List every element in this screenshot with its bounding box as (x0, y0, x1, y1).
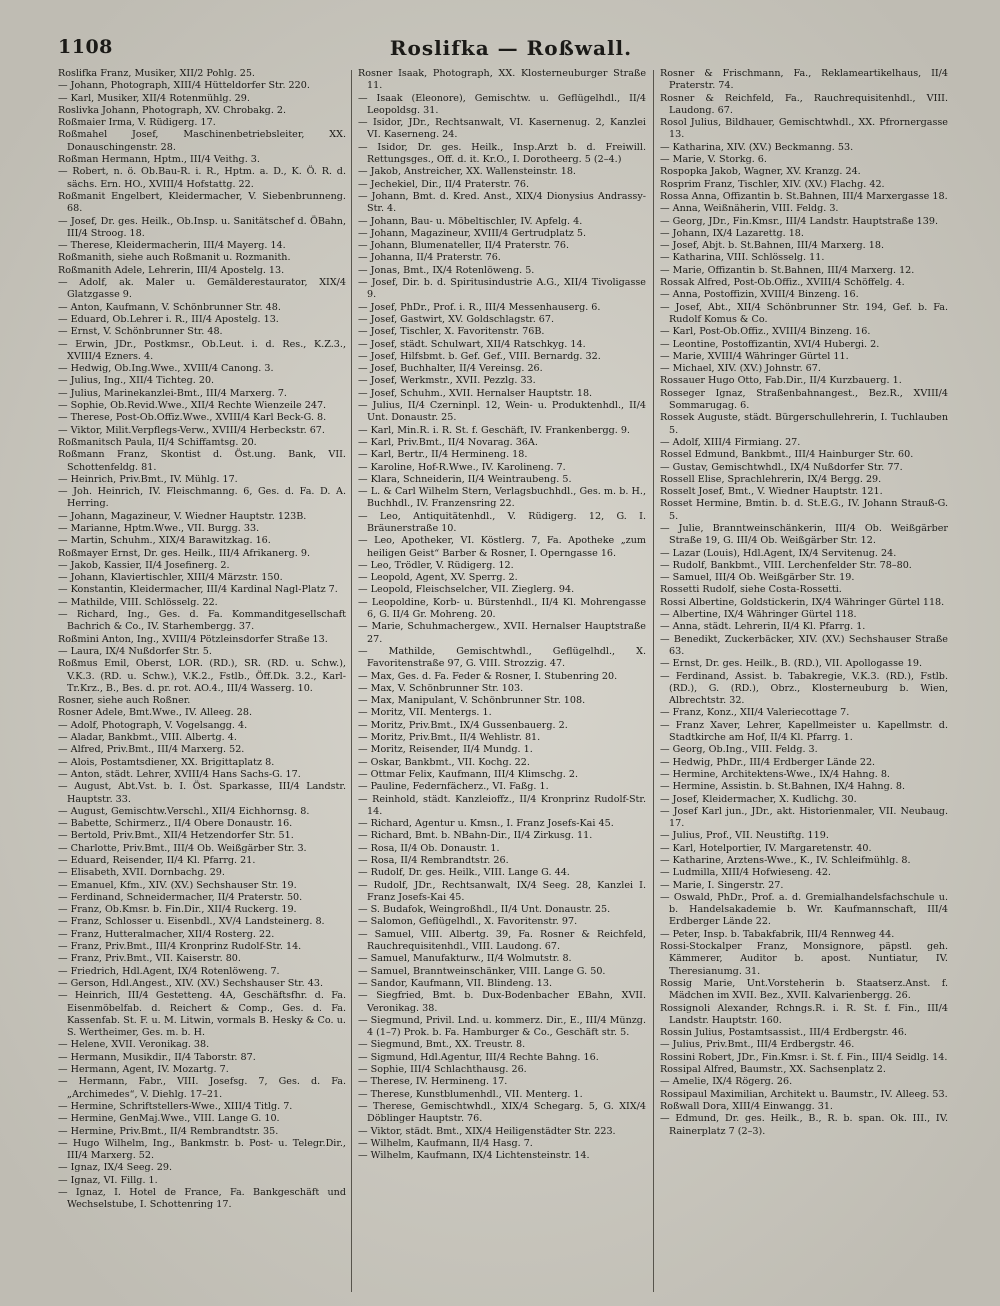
directory-entry: — Josef, Tischler, X. Favoritenstr. 76B. (358, 326, 545, 338)
directory-entry: — Eduard, Ob.Lehrer i. R., III/4 Apostelg. 13. (58, 313, 279, 325)
directory-entry: — Helene, XVII. Veronikag. 38. (58, 1039, 210, 1051)
directory-entry: — Leo, Antiquitätenhdl., V. Rüdigerg. 12, G. I. Bräunerstraße 10. (358, 510, 646, 534)
directory-entry: — Adolf, XIII/4 Firmiang. 27. (660, 436, 801, 448)
directory-entry: — Reinhold, städt. Kanzleioffz., II/4 Kronprinz Rudolf-Str. 14. (358, 793, 646, 817)
directory-entry: — Oskar, Bankbmt., VII. Kochg. 22. (358, 756, 530, 768)
directory-entry: — Franz, Hutteralmacher, XII/4 Rosterg. 22. (58, 928, 275, 940)
directory-entry: — Georg, JDr., Fin.Kmsr., III/4 Landstr. Hauptstraße 139. (660, 215, 939, 227)
directory-entry: — Marie, XVIII/4 Währinger Gürtel 11. (660, 350, 849, 362)
directory-entry: — Katharina, VIII. Schlösselg. 11. (660, 252, 825, 264)
directory-entry: — Karl, Min.R. i. R. St. f. Geschäft, IV. Frankenbergg. 9. (358, 424, 630, 436)
directory-entry: — Charlotte, Priv.Bmt., III/4 Ob. Weißgärber Str. 3. (58, 842, 307, 854)
directory-entry: Rossak Alfred, Post-Ob.Offiz., XVIII/4 Schöffelg. 4. (660, 277, 905, 289)
directory-entry: — Moritz, VII. Mentergs. 1. (358, 707, 492, 719)
directory-entry: — Moritz, Priv.Bmt., IX/4 Gussenbauerg. 2. (358, 719, 568, 731)
directory-entry: Rossa Anna, Offizantin b. St.Bahnen, III/4 Marxergasse 18. (660, 190, 948, 202)
directory-entry: Rossetti Rudolf, siehe Costa-Rossetti. (660, 584, 842, 596)
directory-entry: Rossignoli Alexander, Rchngs.R. i. R. St. f. Fin., III/4 Landstr. Hauptstr. 160. (660, 1002, 948, 1026)
directory-entry: — Johann, Photograph, XIII/4 Hütteldorfer Str. 220. (58, 80, 310, 92)
directory-entry: — Siegmund, Privil. Lnd. u. kommerz. Dir., E., III/4 Münzg. 4 (1–7) Prok. b. Fa. Hamburger & Co., Geschäft str. 5. (358, 1014, 646, 1039)
page-header (58, 36, 964, 66)
directory-entry: — Julius, Ing., XII/4 Tichteg. 20. (58, 375, 215, 387)
directory-entry: Rossel Edmund, Bankbmt., III/4 Hainburger Str. 60. (660, 449, 914, 461)
directory-entry: — Hermine, GenMaj.Wwe., VIII. Lange G. 10. (58, 1113, 280, 1125)
directory-entry: — Josef, Werkmstr., XVII. Pezzlg. 33. (358, 375, 536, 387)
directory-entry: — Siegfried, Bmt. b. Dux-Bodenbacher EBahn, XVII. Veronikag. 38. (358, 990, 646, 1014)
directory-entry: — Konstantin, Kleidermacher, III/4 Kardinal Nagl-Platz 7. (58, 584, 338, 596)
directory-entry: — Marie, Offizantin b. St.Bahnen, III/4 Marxerg. 12. (660, 264, 915, 276)
directory-entry: — Leopold, Fleischselcher, VII. Zieglerg. 94. (358, 584, 575, 596)
directory-entry: — Joh. Heinrich, IV. Fleischmanng. 6, Ges. d. Fa. D. A. Herring. (58, 486, 346, 510)
directory-entry: — Karoline, Hof-R.Wwe., IV. Karolineng. 7. (358, 461, 566, 473)
directory-entry: — Friedrich, Hdl.Agent, IX/4 Rotenlöweng. 7. (58, 965, 280, 977)
directory-entry: — Mathilde, Gemischtwhdl., Geflügelhdl., X. Favoritenstraße 97, G. VIII. Strozzig. 47. (358, 645, 646, 670)
directory-entry: — Mathilde, VIII. Schlösselg. 22. (58, 596, 218, 608)
directory-entry: — Franz, Priv.Bmt., III/4 Kronprinz Rudolf-Str. 14. (58, 941, 302, 953)
directory-entry: — Ottmar Felix, Kaufmann, III/4 Klimschg. 2. (358, 768, 579, 780)
directory-entry: — Franz, Schlosser u. Eisenbdl., XV/4 Landsteinerg. 8. (58, 916, 325, 928)
directory-entry: — Isidor, Dr. ges. Heilk., Insp.Arzt b. d. Freiwill. Rettungsges., Off. d. it. Kr.O., I. Dorotheerg. 5 (2–4.) (358, 141, 646, 166)
directory-entry: — Moritz, Reisender, II/4 Mundg. 1. (358, 744, 533, 756)
column-divider (351, 70, 352, 1292)
directory-entry: — L. & Carl Wilhelm Stern, Verlagsbuchhdl., Ges. m. b. H., Buchhdl., IV. Franzensring 22. (358, 486, 646, 510)
directory-entry: — Franz, Ob.Kmsr. b. Fin.Dir., XII/4 Ruckerg. 19. (58, 904, 297, 916)
directory-entry: Rosner & Frischmann, Fa., Reklameartikelhaus, II/4 Praterstr. 74. (660, 68, 948, 92)
directory-entry: — Benedikt, Zuckerbäcker, XIV. (XV.) Sechshauser Straße 63. (660, 633, 948, 657)
directory-entry: Rossipaul Maximilian, Architekt u. Baumstr., IV. Alleeg. 53. (660, 1088, 948, 1100)
directory-entry: — Josef, Buchhalter, II/4 Vereinsg. 26. (358, 363, 543, 375)
directory-entry: Roßmanith Adele, Lehrerin, III/4 Apostelg. 13. (58, 264, 285, 276)
directory-entry: — Aladar, Bankbmt., VIII. Albertg. 4. (58, 732, 237, 744)
column-middle (358, 68, 646, 1293)
directory-entry: — Richard, Bmt. b. NBahn-Dir., II/4 Zirkusg. 11. (358, 830, 593, 842)
directory-entry: Rosner, siehe auch Roßner. (58, 695, 191, 707)
directory-entry: — Siegmund, Bmt., XX. Treustr. 8. (358, 1039, 526, 1051)
directory-entry: — Rudolf, Dr. ges. Heilk., VIII. Lange G. 44. (358, 867, 570, 879)
directory-entry: — Robert, n. ö. Ob.Bau-R. i. R., Hptm. a. D., K. Ö. R. d. sächs. Ern. HO., XVIII/4 Hofstattg. 22. (58, 166, 346, 190)
directory-entry: — S. Budafok, Weingroßhdl., II/4 Unt. Donaustr. 25. (358, 904, 611, 916)
directory-entry: — Karl, Bertr., II/4 Hermineng. 18. (358, 449, 528, 461)
directory-entry: Roßman Hermann, Hptm., III/4 Veithg. 3. (58, 154, 260, 166)
directory-entry: — Therese, Gemischtwhdl., XIX/4 Schegarg. 5, G. XIX/4 Döblinger Hauptstr. 76. (358, 1100, 646, 1125)
directory-entry: — Gerson, Hdl.Angest., XIV. (XV.) Sechshauser Str. 43. (58, 977, 324, 989)
directory-entry: — Hermann, Agent, IV. Mozartg. 7. (58, 1064, 229, 1076)
directory-entry: Rossini Robert, JDr., Fin.Kmsr. i. St. f. Fin., III/4 Seidlg. 14. (660, 1051, 948, 1063)
directory-entry: — Franz Xaver, Lehrer, Kapellmeister u. Kapellmstr. d. Stadtkirche am Hof, II/4 Kl. Pfarrg. 1. (660, 719, 948, 744)
directory-entry: Rossek Auguste, städt. Bürgerschullehrerin, I. Tuchlauben 5. (660, 412, 948, 436)
directory-entry: — Peter, Insp. b. Tabakfabrik, III/4 Rennweg 44. (660, 928, 895, 940)
directory-entry: — Ferdinand, Schneidermacher, II/4 Praterstr. 50. (58, 891, 303, 903)
directory-entry: — Georg, Ob.Ing., VIII. Feldg. 3. (660, 744, 818, 756)
directory-entry: — Marie, V. Storkg. 6. (660, 154, 767, 166)
directory-entry: — Alois, Postamtsdiener, XX. Brigittaplatz 8. (58, 756, 275, 768)
directory-entry: — Ignaz, I. Hotel de France, Fa. Bankgeschäft und Wechselstube, I. Schottenring 17. (58, 1187, 346, 1211)
directory-entry: — Josef, Dir. b. d. Spiritusindustrie A.G., XII/4 Tivoligasse 9. (358, 277, 646, 301)
directory-entry: — Johann, Bau- u. Möbeltischler, IV. Apfelg. 4. (358, 215, 583, 227)
directory-entry: — Martin, Schuhm., XIX/4 Barawitzkag. 16. (58, 535, 271, 547)
directory-entry: Roßmaier Irma, V. Rüdigerg. 17. (58, 117, 216, 129)
directory-entry: — Johann, Magazineur, V. Wiedner Hauptstr. 123B. (58, 510, 307, 522)
directory-entry: — Eduard, Reisender, II/4 Kl. Pfarrg. 21. (58, 855, 256, 866)
directory-entry: — Karl, Musiker, XII/4 Rotenmühlg. 29. (58, 92, 250, 104)
directory-entry: — Viktor, städt. Bmt., XIX/4 Heiligenstädter Str. 223. (358, 1125, 616, 1137)
directory-entry: — Heinrich, Priv.Bmt., IV. Mühlg. 17. (58, 473, 238, 485)
page-number: 1108 (58, 36, 113, 58)
directory-entry: — Leopold, Agent, XV. Sperrg. 2. (358, 572, 518, 584)
directory-entry: Roßwall Dora, XIII/4 Einwangg. 31. (660, 1100, 833, 1112)
directory-entry: — Rudolf, Bankbmt., VIII. Lerchenfelder Str. 78–80. (660, 559, 912, 571)
directory-entry: — Leopoldine, Korb- u. Bürstenhdl., II/4 Kl. Mohrengasse 6, G. II/4 Gr. Mohreng. 20. (358, 596, 646, 621)
directory-entry: — Babette, Schirmerz., II/4 Obere Donaustr. 16. (58, 818, 293, 830)
directory-entry: Rossipal Alfred, Baumstr., XX. Sachsenplatz 2. (660, 1064, 886, 1076)
directory-entry: Roßmayer Ernst, Dr. ges. Heilk., III/4 Afrikanerg. 9. (58, 547, 310, 559)
directory-entry: — Josef, Hilfsbmt. b. Gef. Gef., VIII. Bernardg. 32. (358, 350, 601, 362)
directory-entry: — Erwin, JDr., Postkmsr., Ob.Leut. i. d. Res., K.Z.3., XVIII/4 Ezners. 4. (58, 338, 346, 362)
directory-entry: — Rosa, II/4 Rembrandtstr. 26. (358, 855, 509, 866)
directory-entry: — Katharine, Arztens-Wwe., K., IV. Schleifmühlg. 8. (660, 855, 911, 866)
directory-entry: — August, Gemischtw.Verschl., XII/4 Eichhornsg. 8. (58, 805, 310, 817)
directory-entry: — Viktor, Milit.Verpflegs-Verw., XVIII/4 Herbeckstr. 67. (58, 424, 325, 436)
directory-entry: — Pauline, Federnfächerz., VI. Faßg. 1. (358, 781, 549, 793)
directory-entry: — Samuel, Manufakturw., II/4 Wolmutstr. 8. (358, 953, 572, 965)
directory-entry: — Richard, Ing., Ges. d. Fa. Kommanditgesellschaft Bachrich & Co., IV. Starhembergg. 37. (58, 609, 346, 633)
directory-entry: — Hermine, Priv.Bmt., II/4 Rembrandtstr. 35. (58, 1125, 279, 1137)
directory-entry: Roßmahel Josef, Maschinenbetriebsleiter, XX. Donauschingenstr. 28. (58, 129, 346, 153)
directory-entry: — Johann, Klaviertischler, XIII/4 Märzstr. 150. (58, 572, 283, 584)
directory-entry: — Josef, Dr. ges. Heilk., Ob.Insp. u. Sanitätschef d. ÖBahn, III/4 Stroog. 18. (58, 215, 346, 239)
directory-entry: — Josef, städt. Schulwart, XII/4 Ratschkyg. 14. (358, 338, 586, 350)
directory-entry: — Salomon, Geflügelhdl., X. Favoritenstr. 97. (358, 916, 578, 928)
directory-entry: — Johann, IX/4 Lazarettg. 18. (660, 227, 804, 239)
directory-entry: — Hermine, Schriftstellers-Wwe., XIII/4 Titlg. 7. (58, 1100, 293, 1112)
directory-entry: — Anton, Kaufmann, V. Schönbrunner Str. 48. (58, 301, 281, 313)
directory-entry: — Hermine, Assistin. b. St.Bahnen, IX/4 Hahng. 8. (660, 781, 906, 793)
directory-entry: — Julius, Priv.Bmt., III/4 Erdbergstr. 46. (660, 1039, 855, 1051)
directory-entry: — Rosa, II/4 Ob. Donaustr. 1. (358, 842, 500, 854)
directory-entry: Rosner Isaak, Photograph, XX. Klosterneuburger Straße 11. (358, 68, 646, 92)
directory-entry: — Albertine, IX/4 Währinger Gürtel 118. (660, 609, 857, 621)
directory-entry: — Ignaz, VI. Fillg. 1. (58, 1174, 158, 1186)
directory-entry: — Josef, Gastwirt, XV. Goldschlagstr. 67. (358, 313, 555, 325)
directory-entry: — Max, Ges. d. Fa. Feder & Rosner, I. Stubenring 20. (358, 670, 618, 682)
directory-entry: — Moritz, Priv.Bmt., II/4 Wehlistr. 81. (358, 732, 541, 744)
directory-entry: — Adolf, ak. Maler u. Gemälderestaurator, XIX/4 Glatzgasse 9. (58, 277, 346, 301)
directory-entry: — Anna, Weißnäherin, VIII. Feldg. 3. (660, 203, 839, 215)
directory-entry: — Heinrich, III/4 Gestetteng. 4A, Geschäftsfhr. d. Fa. Eisenmöbelfab. d. Reichert & Comp., Ges. d. Fa. Kassenfab. St. F. u. M. Litwin, vormals B. Hesky & Co. u. S. Wertheimer, Ges. m. b. H. (58, 990, 346, 1039)
directory-entry: Roßmini Anton, Ing., XVIII/4 Pötzleinsdorfer Straße 13. (58, 633, 328, 645)
directory-entry: — Ignaz, IX/4 Seeg. 29. (58, 1162, 173, 1174)
directory-entry: — Rudolf, JDr., Rechtsanwalt, IX/4 Seeg. 28, Kanzlei I. Franz Josefs-Kai 45. (358, 879, 646, 903)
directory-entry: Roslivka Johann, Photograph, XV. Chrobakg. 2. (58, 104, 287, 116)
directory-entry: — Ernst, Dr. ges. Heilk., B. (RD.), VII. Apollogasse 19. (660, 658, 923, 670)
directory-entry: — Max, Manipulant, V. Schönbrunner Str. 108. (358, 695, 586, 707)
directory-entry: — Laura, IX/4 Nußdorfer Str. 5. (58, 645, 212, 657)
directory-entry: — Marie, I. Singerstr. 27. (660, 879, 784, 891)
directory-entry: — Ludmilla, XIII/4 Hofwieseng. 42. (660, 867, 831, 879)
directory-entry: — Karl, Priv.Bmt., II/4 Novarag. 36A. (358, 436, 538, 448)
directory-entry: — Hermann, Musikdir., II/4 Taborstr. 87. (58, 1051, 256, 1063)
directory-entry: — Karl, Hotelportier, IV. Margaretenstr. 40. (660, 842, 872, 854)
directory-entry: — Gustav, Gemischtwhdl., IX/4 Nußdorfer Str. 77. (660, 461, 903, 473)
directory-entry: Roßmanit Engelbert, Kleidermacher, V. Siebenbrunneng. 68. (58, 190, 346, 215)
directory-entry: — Leo, Trödler, V. Rüdigerg. 12. (358, 559, 514, 571)
directory-entry: — Johann, Bmt. d. Kred. Anst., XIX/4 Dionysius Andrassy-Str. 4. (358, 190, 646, 215)
directory-entry: Roßmann Franz, Skontist d. Öst.ung. Bank, VII. Schottenfeldg. 81. (58, 449, 346, 473)
directory-entry: — Adolf, Photograph, V. Vogelsangg. 4. (58, 719, 248, 731)
directory-entry: — Wilhelm, Kaufmann, IX/4 Lichtensteinstr. 14. (358, 1150, 590, 1162)
directory-entry: — Lazar (Louis), Hdl.Agent, IX/4 Servitenug. 24. (660, 547, 897, 559)
directory-entry: — Sophie, III/4 Schlachthausg. 26. (358, 1064, 527, 1076)
directory-entry: — Hermine, Architektens-Wwe., IX/4 Hahng. 8. (660, 768, 890, 780)
directory-entry: — Jakob, Anstreicher, XX. Wallensteinstr. 18. (358, 166, 576, 178)
directory-entry: Rossell Elise, Sprachlehrerin, IX/4 Bergg. 29. (660, 473, 882, 485)
directory-entry: — Julius, II/4 Czerninpl. 12, Wein- u. Produktenhdl., II/4 Unt. Donaustr. 25. (358, 400, 646, 424)
directory-entry: — Anna, städt. Lehrerin, II/4 Kl. Pfarrg. 1. (660, 621, 866, 633)
directory-entry: — Alfred, Priv.Bmt., III/4 Marxerg. 52. (58, 744, 245, 756)
directory-entry: — Bertold, Priv.Bmt., XII/4 Hetzendorfer Str. 51. (58, 830, 294, 842)
directory-entry: — Michael, XIV. (XV.) Johnstr. 67. (660, 363, 821, 375)
directory-entry: — Anton, städt. Lehrer, XVIII/4 Hans Sachs-G. 17. (58, 768, 301, 780)
directory-entry: — Therese, Post-Ob.Offiz.Wwe., XVIII/4 Karl Beck-G. 8. (58, 412, 327, 424)
column-right (660, 68, 948, 1293)
directory-entry: Rossi Albertine, Goldstickerin, IX/4 Währinger Gürtel 118. (660, 596, 945, 608)
directory-entry: — Isidor, JDr., Rechtsanwalt, VI. Kasernenug. 2, Kanzlei VI. Kaserneng. 24. (358, 117, 646, 141)
directory-entry: — Ferdinand, Assist. b. Tabakregie, V.K.3. (RD.), Fstlb. (RD.), G. (RD.), Obrz., Klosterneuburg b. Wien, Albrechtstr. 32. (660, 670, 948, 707)
directory-entry: — Sophie, Ob.Revid.Wwe., XII/4 Rechte Wienzeile 247. (58, 400, 327, 412)
directory-entry: — Edmund, Dr. ges. Heilk., B., R. b. span. Ok. III., IV. Rainerplatz 7 (2–3). (660, 1113, 948, 1137)
directory-entry: — Samuel, Branntweinschänker, VIII. Lange G. 50. (358, 965, 606, 977)
directory-entry: — Hedwig, PhDr., III/4 Erdberger Lände 22. (660, 756, 876, 768)
directory-entry: — Sandor, Kaufmann, VII. Blindeng. 13. (358, 977, 553, 989)
directory-entry: — Josef, PhDr., Prof. i. R., III/4 Messenhauserg. 6. (358, 301, 601, 313)
directory-entry: — Josef Karl jun., JDr., akt. Historienmaler, VII. Neubaug. 17. (660, 805, 948, 830)
directory-entry: — Katharina, XIV. (XV.) Beckmanng. 53. (660, 141, 854, 153)
directory-entry: Rosselt Josef, Bmt., V. Wiedner Hauptstr. 121. (660, 486, 883, 498)
directory-entry: — Johann, Blumenateller, II/4 Praterstr. 76. (358, 240, 570, 252)
directory-entry: — Johanna, II/4 Praterstr. 76. (358, 252, 501, 264)
directory-entry: — Samuel, III/4 Ob. Weißgärber Str. 19. (660, 572, 855, 584)
directory-entry: Rosset Hermine, Bmtin. b. d. St.E.G., IV. Johann Strauß-G. 5. (660, 498, 948, 522)
directory-entry: Rossin Julius, Postamtsassist., III/4 Erdbergstr. 46. (660, 1027, 907, 1039)
directory-entry: — Julie, Branntweinschänkerin, III/4 Ob. Weißgärber Straße 19, G. III/4 Ob. Weißgärber Str. 12. (660, 522, 948, 547)
directory-entry: Rossi-Stockalper Franz, Monsignore, päpstl. geh. Kämmerer, Auditor b. apost. Nuntiatur, IV. Theresianumg. 31. (660, 941, 948, 977)
directory-entry: — Franz, Priv.Bmt., VII. Kaiserstr. 80. (58, 953, 241, 965)
directory-entry: — Isaak (Eleonore), Gemischtw. u. Geflügelhdl., II/4 Leopoldsg. 31. (358, 92, 646, 116)
directory-entry: — Julius, Prof., VII. Neustiftg. 119. (660, 830, 829, 842)
directory-entry: — Leo, Apotheker, VI. Köstlerg. 7, Fa. Apotheke „zum heiligen Geist“ Barber & Rosner, I. Operngasse 16. (358, 535, 646, 559)
directory-entry: Rosner Adele, Bmt.Wwe., IV. Alleeg. 28. (58, 707, 253, 719)
directory-entry: Rosseger Ignaz, Straßenbahnangest., Bez.R., XVIII/4 Sommarugag. 6. (660, 387, 948, 412)
directory-entry: — Elisabeth, XVII. Dornbachg. 29. (58, 867, 225, 879)
directory-entry: — Richard, Agentur u. Kmsn., I. Franz Josefs-Kai 45. (358, 818, 614, 830)
directory-entry: — Karl, Post-Ob.Offiz., XVIII/4 Binzeng. 16. (660, 326, 871, 338)
directory-entry: — Jakob, Kassier, II/4 Josefinerg. 2. (58, 559, 230, 571)
directory-entry: — Oswald, PhDr., Prof. a. d. Gremialhandelsfachschule u. b. Handelsakademie b. Wr. Kaufmannschaft, III/4 Erdberger Lände 22. (660, 891, 948, 928)
directory-entry: — Wilhelm, Kaufmann, II/4 Hasg. 7. (358, 1137, 533, 1149)
directory-entry: Rossauer Hugo Otto, Fab.Dir., II/4 Kurzbauerg. 1. (660, 375, 902, 387)
directory-entry: — Hermann, Fabr., VIII. Josefsg. 7, Ges. d. Fa. „Archimedes“, V. Diehlg. 17–21. (58, 1076, 346, 1100)
directory-entry: — Emanuel, Kfm., XIV. (XV.) Sechshauser Str. 19. (58, 879, 297, 891)
directory-entry: — Leontine, Postoffizantin, XVI/4 Hubergi. 2. (660, 338, 880, 350)
directory-entry: — Sigmund, Hdl.Agentur, III/4 Rechte Bahng. 16. (358, 1051, 599, 1063)
directory-entry: — Josef, Schuhm., XVII. Hernalser Hauptstr. 18. (358, 387, 593, 399)
directory-entry: — Marianne, Hptm.Wwe., VII. Burgg. 33. (58, 522, 260, 534)
directory-entry: Roßmanitsch Paula, II/4 Schiffamtsg. 20. (58, 436, 257, 448)
directory-entry: Rosol Julius, Bildhauer, Gemischtwhdl., XX. Pfrornergasse 13. (660, 117, 948, 141)
directory-entry: Roßmanith, siehe auch Roßmanit u. Rozmanith. (58, 252, 291, 264)
directory-entry: — Therese, Kleidermacherin, III/4 Mayerg. 14. (58, 240, 286, 252)
directory-entry: — Hedwig, Ob.Ing.Wwe., XVIII/4 Canong. 3. (58, 363, 274, 375)
directory-entry: — Jonas, Bmt., IX/4 Rotenlöweng. 5. (358, 264, 535, 276)
directory-entry: — Anna, Postoffizin, XVIII/4 Binzeng. 16. (660, 289, 859, 301)
directory-entry: — Jechekiel, Dir., II/4 Praterstr. 76. (358, 178, 530, 190)
directory-entry: — Therese, IV. Hermineng. 17. (358, 1076, 508, 1088)
directory-entry: — Therese, Kunstblumenhdl., VII. Menterg. 1. (358, 1088, 583, 1100)
directory-entry: — August, Abt.Vst. b. I. Öst. Sparkasse, III/4 Landstr. Hauptstr. 33. (58, 781, 346, 805)
directory-entry: — Josef, Abt., XII/4 Schönbrunner Str. 194, Gef. b. Fa. Rudolf Komus & Co. (660, 301, 948, 325)
directory-entry: — Josef, Abjt. b. St.Bahnen, III/4 Marxerg. 18. (660, 240, 885, 252)
directory-entry: — Johann, Magazineur, XVIII/4 Gertrudplatz 5. (358, 227, 587, 239)
directory-entry: Rospopka Jakob, Wagner, XV. Kranzg. 24. (660, 166, 861, 178)
running-title: Roslifka — Roßwall. (389, 36, 633, 60)
directory-entry: Roßmus Emil, Oberst, LOR. (RD.), SR. (RD. u. Schw.), V.K.3. (RD. u. Schw.), V.K.2., Fstlb., Öff.Dk. 3.2., Karl-Tr.Krz., B., Bes. d. pr. rot. AO.4., III/4 Wasserg. 10. (58, 658, 346, 694)
directory-entry: — Josef, Kleidermacher, X. Kudlichg. 30. (660, 793, 857, 805)
directory-entry: — Amelie, IX/4 Rögerg. 26. (660, 1076, 793, 1088)
directory-entry: Rosprim Franz, Tischler, XIV. (XV.) Flachg. 42. (660, 178, 885, 190)
directory-entry: Roslifka Franz, Musiker, XII/2 Pohlg. 25. (58, 68, 255, 79)
directory-entry: — Max, V. Schönbrunner Str. 103. (358, 682, 524, 694)
directory-entry: — Julius, Marinekanzlei-Bmt., III/4 Marxerg. 7. (58, 387, 287, 399)
directory-entry: Rossig Marie, Unt.Vorsteherin b. Staatserz.Anst. f. Mädchen im XVII. Bez., XVII. Kalvarienbergg. 26. (660, 977, 948, 1002)
directory-entry: Rosner & Reichfeld, Fa., Rauchrequisitenhdl., VIII. Laudong. 67. (660, 92, 948, 116)
directory-entry: — Hugo Wilhelm, Ing., Bankmstr. b. Post- u. Telegr.Dir., III/4 Marxerg. 52. (58, 1137, 346, 1162)
column-left (58, 68, 346, 1293)
column-divider (653, 70, 654, 1292)
directory-entry: — Marie, Schuhmachergew., XVII. Hernalser Hauptstraße 27. (358, 621, 646, 645)
directory-entry: — Klara, Schneiderin, II/4 Weintraubeng. 5. (358, 473, 572, 485)
directory-entry: — Ernst, V. Schönbrunner Str. 48. (58, 326, 223, 338)
directory-entry: — Franz, Konz., XII/4 Valeriecottage 7. (660, 707, 850, 719)
directory-entry: — Samuel, VIII. Albertg. 39, Fa. Rosner & Reichfeld, Rauchrequisitenhdl., VIII. Laudong. 67. (358, 928, 646, 953)
